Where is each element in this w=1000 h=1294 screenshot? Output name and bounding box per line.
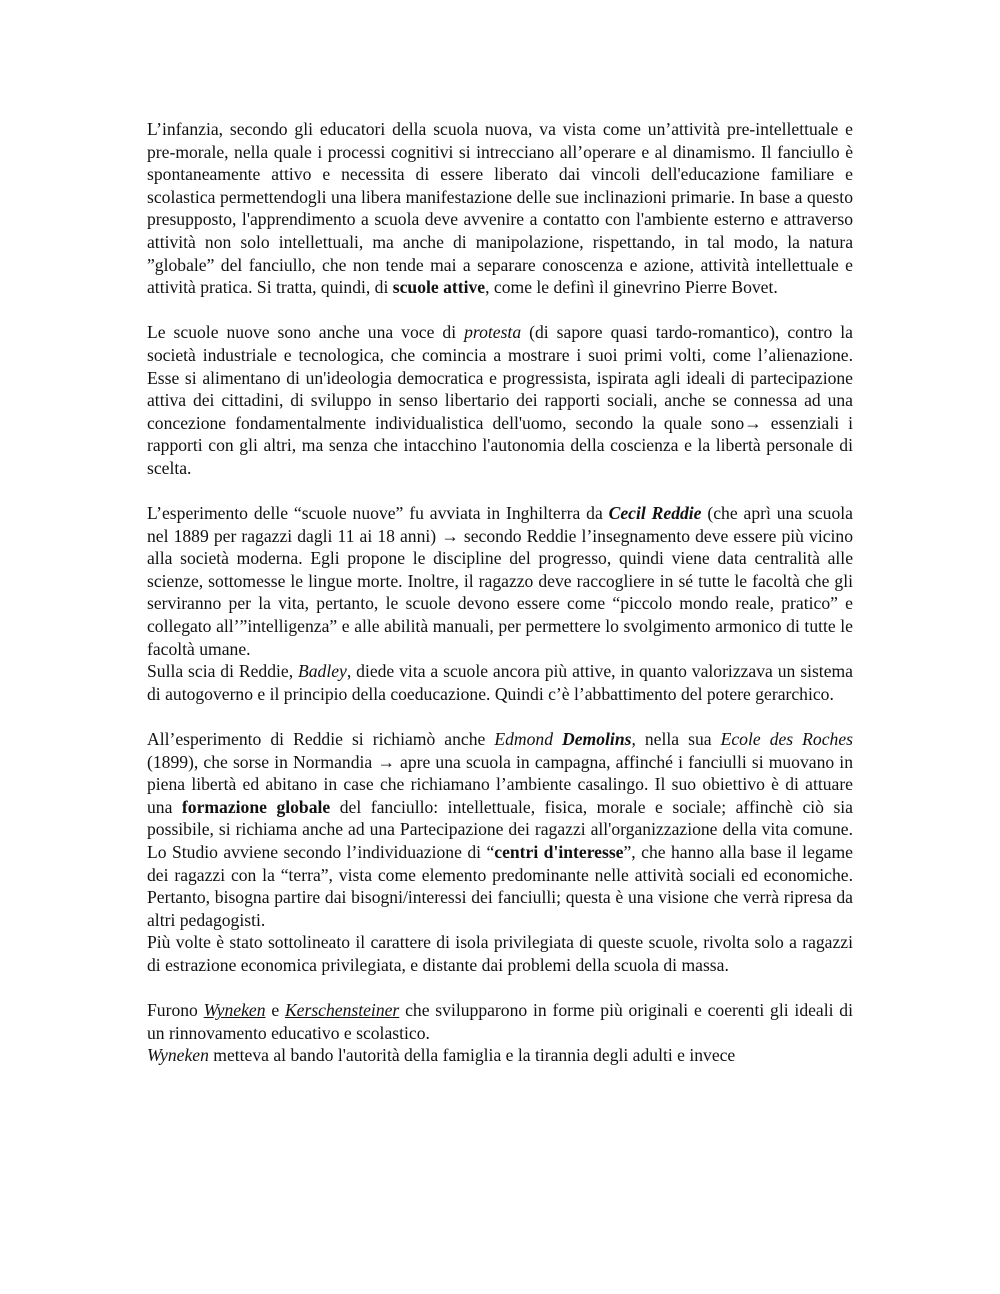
title-ecole-des-roches: Ecole des Roches: [720, 729, 853, 750]
text-run: , nella sua: [631, 729, 721, 750]
paragraph-isola-privilegiata: [147, 931, 853, 976]
text-run: , diede vita a scuole ancora più attive, in quanto valorizzava un sistema di autogoverno e il principio della coeducazione. Quindi c’è l’abbattimento del potere gerarchico.: [147, 661, 853, 704]
text-run: del fanciullo: intellettuale, fisica, morale e sociale; affinchè ciò sia possibile, si richiama anche ad una Partecipazione dei ragazzi all'organizzazione della vita comune. Lo Studio avviene secondo l’individuazione di “: [147, 796, 853, 862]
text-run: Le scuole nuove sono anche una voce di: [147, 322, 465, 343]
paragraph-infanzia: [147, 118, 853, 299]
text-run: L’infanzia, secondo gli educatori della scuola nuova, va vista come un’attività pre-intellettuale e pre-morale, nella quale i processi cognitivi si intrecciano all’operare e al dinamismo. Il fanciullo è spontaneamente attivo e necessita di essere liberato dai vincoli dell'educazione familiare e scolastica permettendogli una libera manifestazione delle sue inclinazioni primarie. In base a questo presupposto, l'apprendimento a scuola deve avvenire a contatto con l'ambiente esterno e attraverso attività non solo intellettuali, ma anche di manipolazione, rispettando, in tal modo, la natura ”globale” del fanciullo, che non tende mai a separare conoscenza e azione, attività intellettuale e attività pratica. Si tratta, quindi, di: [147, 119, 853, 298]
document-page: [147, 118, 853, 1067]
paragraph-spacer: [147, 480, 853, 503]
bold-term-centri-interesse: centri d'interesse: [494, 842, 624, 862]
text-run: (di sapore quasi tardo-romantico), contro la società industriale e tecnologica, che comincia a mostrare i suoi primi volti, come l’alienazione. Esse si alimentano di un'ideologia democratica e progressista, ispirata agli ideali di partecipazione attiva dei cittadini, di sviluppo in senso libertario dei rapporti sociali, anche se connessa ad una concezione fondamentalmente individualistica dell'uomo, secondo la quale sono→ essenziali i rapporti con gli altri, ma senza che intacchino l'autonomia della coscienza e la libertà personale di scelta.: [147, 322, 853, 478]
text-run: , come le definì il ginevrino Pierre Bovet.: [485, 277, 778, 298]
bold-term-formazione-globale: formazione globale: [181, 796, 331, 817]
text-run: e: [265, 1000, 285, 1021]
text-run: L’esperimento delle “scuole nuove” fu avviata in Inghilterra da: [147, 503, 609, 524]
paragraph-scuole-nuove-protesta: [147, 321, 853, 479]
paragraph-spacer: [147, 299, 853, 322]
text-run: ”, che hanno alla base il legame dei ragazzi con la “terra”, vista come elemento predominante nelle attività sociali ed economiche. Pertanto, bisogna partire dai bisogni/interessi dei fanciulli; questa è una visione che verrà ripresa da altri pedagogisti.: [147, 842, 853, 930]
text-run: (che aprì una scuola nel 1889 per ragazzi dagli 11 ai 18 anni) → secondo Reddie l’insegnamento deve essere più vicino alla società moderna. Egli propone le discipline del progresso, quindi viene data centralità alle scienze, sottomesse le lingue morte. Inoltre, il ragazzo deve raccogliere in sé tutte le facoltà che gli serviranno per la vita, pertanto, le scuole devono essere come “piccolo mondo reale, pratico” e collegato all’”intelligenza” e alle abilità manuali, per permettere lo svolgimento armonico di tutte le facoltà umane.: [147, 503, 853, 659]
paragraph-reddie: [147, 502, 853, 660]
link-kerschensteiner[interactable]: Kerschensteiner: [284, 1000, 400, 1021]
paragraph-badley: [147, 660, 853, 705]
paragraph-demolins: [147, 728, 853, 931]
name-demolins: Demolins: [562, 729, 632, 750]
paragraph-wyneken-kerschensteiner: [147, 999, 853, 1044]
paragraph-spacer: [147, 705, 853, 728]
bold-term-scuole-attive: scuole attive: [392, 277, 486, 298]
text-run: che svilupparono in forme più originali e coerenti gli ideali di un rinnovamento educativo e scolastico.: [147, 1000, 853, 1043]
paragraph-spacer: [147, 977, 853, 1000]
link-wyneken[interactable]: Wyneken: [203, 1000, 266, 1021]
text-run: metteva al bando l'autorità della famiglia e la tirannia degli adulti e invece: [208, 1045, 736, 1066]
name-wyneken: Wyneken: [147, 1045, 209, 1066]
paragraph-wyneken-autorita: [147, 1044, 853, 1067]
italic-term-protesta: protesta: [464, 322, 522, 343]
name-edmond: Edmond: [494, 729, 563, 750]
name-cecil-reddie: Cecil Reddie: [608, 503, 702, 524]
name-badley: Badley: [298, 661, 347, 682]
text-run: Più volte è stato sottolineato il carattere di isola privilegiata di queste scuole, rivolta solo a ragazzi di estrazione economica privilegiata, e distante dai problemi della scuola di massa.: [147, 932, 853, 975]
text-run: Furono: [147, 1000, 204, 1021]
text-run: (1899), che sorse in Normandia → apre una scuola in campagna, affinché i fanciulli si muovano in piena libertà ed abitano in case che richiamano l’ambiente casalingo. Il suo obiettivo è di attuare una: [147, 751, 853, 817]
text-run: Sulla scia di Reddie,: [147, 661, 298, 682]
text-run: All’esperimento di Reddie si richiamò anche: [147, 729, 495, 750]
